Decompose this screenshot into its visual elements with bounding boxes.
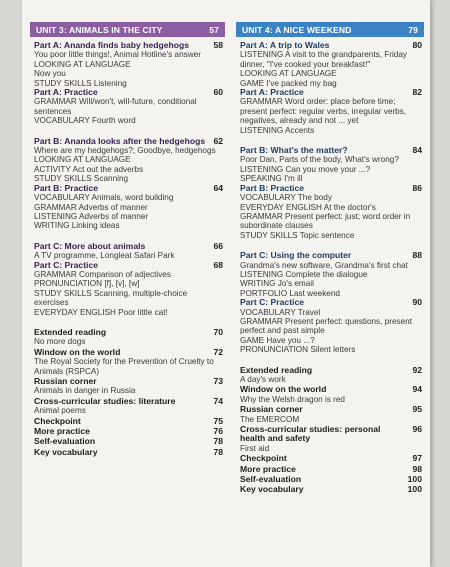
entry-line: Animal poems [34,406,86,416]
entry-line: VOCABULARY Fourth word [34,116,136,126]
entry-row [240,465,422,474]
unit-4-header [236,22,424,37]
extras-item [34,328,223,347]
entry-row [34,242,223,251]
entry-line: GRAMMAR Word order: place before time; present perfect: regular verbs, irregular verbs, negatives, already and not ... yet [240,97,407,126]
extras-item [34,427,223,436]
entry-row [34,261,223,270]
entry-line: GAME I've packed my bag [240,78,337,88]
entry-line: GAME Have you ...? [240,335,315,345]
entry-title: More practice [34,426,90,437]
extras-item [240,405,422,424]
entry-page: 64 [213,182,223,193]
entry-title: Cross-curricular studies: personal health and safety [240,424,381,444]
entry-line: EVERYDAY ENGLISH Poor little cat! [34,307,168,317]
entry-page: 76 [213,426,223,437]
unit-page: 79 [408,24,418,35]
entry-title: Self-evaluation [34,436,96,447]
entry-title: Key vocabulary [34,446,98,457]
entry-line: Where are my hedgehogs?; Goodbye, hedgehogs [34,146,216,156]
entry-title: Part B: Practice [240,182,305,193]
entry-row [240,184,422,193]
entry-row [34,427,223,436]
entry-title: Cross-curricular studies: literature [34,395,176,406]
extras-item [34,417,223,426]
entry-row [240,88,422,97]
entry-row [34,348,223,357]
entry-line: LOOKING AT LANGUAGE [34,59,131,69]
entry-row [34,377,223,386]
entry-line: LISTENING A visit to the grandparents, Friday dinner, "I've cooked your breakfast!" [240,50,408,69]
entry-title: Part A: Practice [240,87,304,98]
entry-line: LISTENING Adverbs of manner [34,211,149,221]
extras-item [240,475,422,484]
entry-title: Part C: Practice [240,297,305,308]
entry-page: 78 [213,446,223,457]
extras-item [34,448,223,457]
unit-title: UNIT 3: ANIMALS IN THE CITY [36,24,163,35]
entry-row [34,448,223,457]
entry-title: Part C: More about animals [34,240,146,251]
entry-title: Checkpoint [34,415,81,426]
entry-line: VOCABULARY The body [240,193,332,203]
entry-page: 98 [412,463,422,474]
entry-line: VOCABULARY Travel [240,307,321,317]
unit-3-column [30,22,225,458]
entry-page: 100 [407,474,422,485]
entry-page: 96 [412,424,422,435]
entry-page: 74 [213,395,223,406]
entry-line: Why the Welsh dragon is red [240,394,345,404]
entry-line: LOOKING AT LANGUAGE [240,69,337,79]
extras-item [34,377,223,396]
entry-line: GRAMMAR Comparison of adjectives [34,269,171,279]
entry-page: 62 [213,135,223,146]
entry-line: GRAMMAR Present perfect: just; word order in subordinate clauses [240,211,411,231]
entry-line: STUDY SKILLS Scanning [34,174,129,184]
entry-line: LISTENING Accents [240,125,315,135]
entry-page: 100 [407,484,422,495]
extras-item [240,425,422,453]
entry-page: 92 [412,364,422,375]
entry-line: GRAMMAR Will/won't, will-future, conditional sentences [34,97,197,116]
contents-block [34,242,223,317]
extras-item [34,437,223,446]
entry-line: You poor little things!, Animal Hotline's answer [34,50,201,60]
entry-title: Part B: Ananda looks after the hedgehogs [34,135,206,146]
entry-line: STUDY SKILLS Listening [34,78,127,88]
entry-line: The EMERCOM [240,414,300,424]
contents-page [22,0,430,567]
contents-block [34,137,223,231]
entry-page: 78 [213,436,223,447]
entry-line: WRITING Linking ideas [34,221,120,231]
contents-block [240,41,422,135]
unit-4-column [236,22,424,496]
extras-list [240,366,422,495]
entry-row [240,366,422,375]
entry-line: GRAMMAR Adverbs of manner [34,202,148,212]
entry-page: 94 [412,384,422,395]
entry-line: VOCABULARY Animals, word building [34,193,174,203]
entry-page: 86 [412,182,422,193]
entry-line: STUDY SKILLS Topic sentence [240,230,355,240]
entry-row [240,485,422,494]
entry-title: Checkpoint [240,453,287,464]
entry-row [240,251,422,260]
entry-title: Russian corner [34,376,97,386]
extras-item [240,454,422,463]
entry-page: 97 [412,453,422,464]
entry-title: Window on the world [34,346,121,357]
unit-3-body [30,37,225,457]
entry-line: EVERYDAY ENGLISH At the doctor's [240,202,376,212]
entry-page: 80 [412,40,422,50]
entry-line: STUDY SKILLS Scanning, multiple-choice exercises [34,288,188,308]
extras-item [240,366,422,385]
entry-row [34,184,223,193]
entry-row [34,88,223,97]
entry-page: 58 [213,40,223,50]
entry-title: Extended reading [240,364,313,375]
entry-title: Self-evaluation [240,474,302,485]
entry-line: Now you [34,69,66,79]
entry-page: 90 [412,297,422,308]
entry-line: SPEAKING I'm ill [240,174,303,184]
entry-title: Part A: Practice [34,87,98,98]
entry-page: 72 [213,346,223,357]
extras-item [240,465,422,474]
entry-line: A TV programme, Longleat Safari Park [34,251,175,261]
entry-page: 68 [213,259,223,270]
entry-page: 66 [213,240,223,251]
entry-row [240,475,422,484]
entry-line: No more dogs [34,337,86,347]
entry-title: More practice [240,463,296,474]
extras-item [34,397,223,416]
entry-line: ACTIVITY Act out the adverbs [34,164,144,174]
entry-row [240,454,422,463]
entry-row [34,397,223,406]
unit-4-body [236,37,424,495]
entry-title: Part C: Using the computer [240,250,352,261]
entry-title: Russian corner [240,404,303,415]
entry-line: Poor Dan, Parts of the body, What's wrong? [240,155,399,165]
entry-page: 73 [213,376,223,386]
entry-line: A day's work [240,375,286,384]
entry-row [34,328,223,337]
entry-line: GRAMMAR Present perfect: questions, present perfect and past simple [240,316,413,336]
entry-row [34,137,223,146]
entry-title: Part A: Ananda finds baby hedgehogs [34,40,190,50]
entry-line: First aid [240,443,270,453]
contents-block [34,41,223,126]
extras-item [240,385,422,404]
entry-line: PRONUNCIATION [f], [v], [w] [34,279,140,289]
entry-line: LISTENING Can you move your ...? [240,164,371,174]
entry-page: 88 [412,250,422,261]
entry-row [240,298,422,307]
entry-line: PORTFOLIO Last weekend [240,288,340,298]
unit-page: 57 [209,24,219,35]
entry-row [240,405,422,414]
entry-line: The Royal Society for the Prevention of Cruelty to Animals (RSPCA) [34,357,214,376]
extras-list [34,328,223,457]
entry-line: Grandma's new software, Grandma's first chat [240,260,408,270]
extras-item [240,485,422,494]
entry-title: Key vocabulary [240,484,304,495]
entry-row [240,385,422,394]
entry-line: WRITING Jo's email [240,279,314,289]
entry-row [34,417,223,426]
entry-row [34,437,223,446]
entry-line: PRONUNCIATION Silent letters [240,345,356,355]
extras-item [34,348,223,376]
entry-row [34,41,223,50]
entry-page: 84 [412,145,422,156]
entry-page: 60 [213,87,223,98]
entry-title: Part A: A trip to Wales [240,40,330,50]
entry-line: Animals in danger in Russia [34,386,136,396]
entry-row [240,146,422,155]
entry-line: LISTENING Complete the dialogue [240,269,368,279]
entry-title: Extended reading [34,326,107,337]
entry-page: 82 [412,87,422,98]
entry-line: LOOKING AT LANGUAGE [34,155,131,165]
entry-title: Window on the world [240,384,327,395]
entry-title: Part B: What's the matter? [240,145,348,156]
contents-block [240,146,422,240]
unit-title: UNIT 4: A NICE WEEKEND [242,24,352,35]
entry-page: 75 [213,415,223,426]
entry-row [240,425,422,444]
contents-block [240,251,422,354]
unit-3-header [30,22,225,37]
entry-page: 70 [213,326,223,337]
entry-page: 95 [412,404,422,415]
entry-row [240,41,422,50]
entry-title: Part B: Practice [34,182,99,193]
entry-title: Part C: Practice [34,259,99,270]
